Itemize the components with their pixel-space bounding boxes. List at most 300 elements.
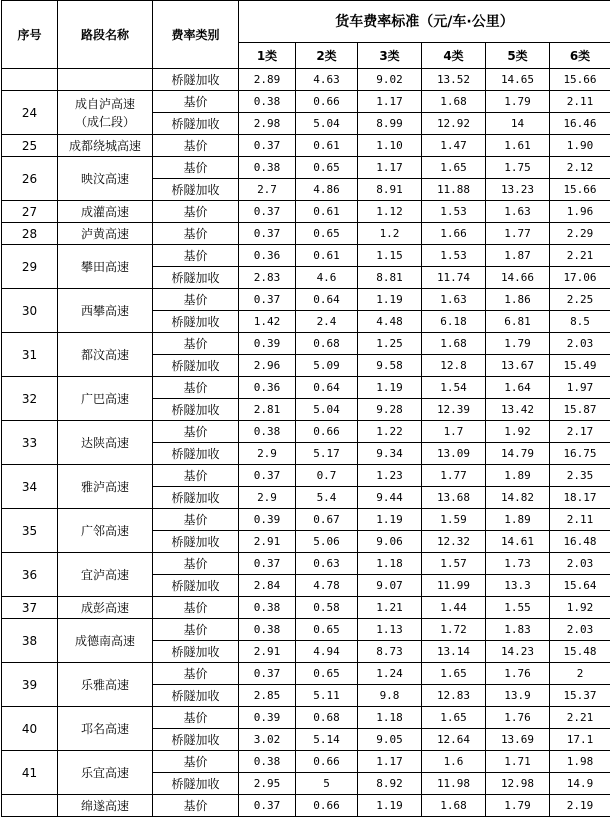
rate-cell-class-4: 13.14 — [422, 641, 486, 663]
rate-cell-class-5: 1.79 — [486, 91, 550, 113]
fee-type-cell: 基价 — [153, 707, 239, 729]
rate-cell-class-2: 4.78 — [296, 575, 358, 597]
rate-cell-class-1: 0.39 — [239, 707, 296, 729]
fee-type-cell: 基价 — [153, 751, 239, 773]
rate-cell-class-6: 2 — [550, 663, 610, 685]
rate-cell-class-6: 2.29 — [550, 223, 610, 245]
fee-type-cell: 基价 — [153, 465, 239, 487]
row-seq: 35 — [2, 509, 58, 553]
rate-cell-class-4: 1.54 — [422, 377, 486, 399]
rate-cell-class-6: 16.48 — [550, 531, 610, 553]
rate-cell-class-4: 6.18 — [422, 311, 486, 333]
table-row — [2, 751, 610, 773]
rate-cell-class-2: 5.04 — [296, 113, 358, 135]
rate-cell-class-1: 0.36 — [239, 377, 296, 399]
road-name-text: 雅泸高速 — [80, 479, 129, 494]
rate-cell-class-3: 1.19 — [358, 289, 422, 311]
rate-cell-class-4: 1.59 — [422, 509, 486, 531]
rate-cell-class-6: 2.03 — [550, 619, 610, 641]
road-name-text: 邛名高速 — [80, 721, 129, 736]
road-name-text: 成自泸高速 — [74, 96, 135, 111]
rate-cell-class-6: 15.37 — [550, 685, 610, 707]
row-road-name — [58, 795, 153, 817]
row-road-name — [58, 663, 153, 707]
table-row — [2, 597, 610, 619]
rate-cell-class-4: 1.65 — [422, 707, 486, 729]
rate-cell-class-6: 15.66 — [550, 69, 610, 91]
road-name-text: 乐宜高速 — [80, 765, 129, 780]
rate-cell-class-3: 9.44 — [358, 487, 422, 509]
rate-cell-class-5: 14.65 — [486, 69, 550, 91]
row-seq: 36 — [2, 553, 58, 597]
rate-cell-class-4: 13.68 — [422, 487, 486, 509]
road-name-text: 宜泸高速 — [80, 567, 129, 582]
rate-cell-class-2: 0.65 — [296, 619, 358, 641]
rate-cell-class-2: 5.14 — [296, 729, 358, 751]
row-road-name — [58, 509, 153, 553]
table-row — [2, 223, 610, 245]
fee-type-cell: 桥隧加收 — [153, 575, 239, 597]
fee-type-cell: 基价 — [153, 91, 239, 113]
fee-type-cell: 桥隧加收 — [153, 399, 239, 421]
rate-cell-class-2: 0.64 — [296, 289, 358, 311]
fee-type-cell: 桥隧加收 — [153, 113, 239, 135]
rate-cell-class-3: 9.05 — [358, 729, 422, 751]
rate-cell-class-5: 1.92 — [486, 421, 550, 443]
rate-cell-class-4: 1.77 — [422, 465, 486, 487]
rate-cell-class-5: 14.61 — [486, 531, 550, 553]
rate-cell-class-5: 14.66 — [486, 267, 550, 289]
row-seq: 30 — [2, 289, 58, 333]
fee-type-cell: 桥隧加收 — [153, 179, 239, 201]
rate-cell-class-4: 1.6 — [422, 751, 486, 773]
row-seq: 34 — [2, 465, 58, 509]
fee-type-cell: 基价 — [153, 663, 239, 685]
rate-cell-class-4: 1.63 — [422, 289, 486, 311]
row-seq — [2, 795, 58, 817]
rate-cell-class-3: 1.21 — [358, 597, 422, 619]
rate-cell-class-6: 16.46 — [550, 113, 610, 135]
freight-rate-table — [1, 0, 610, 817]
rate-cell-class-3: 9.07 — [358, 575, 422, 597]
table-row — [2, 619, 610, 641]
rate-cell-class-5: 14 — [486, 113, 550, 135]
rate-cell-class-6: 2.35 — [550, 465, 610, 487]
rate-cell-class-2: 0.67 — [296, 509, 358, 531]
rate-cell-class-4: 12.83 — [422, 685, 486, 707]
table-row — [2, 421, 610, 443]
fee-type-cell: 基价 — [153, 795, 239, 817]
rate-cell-class-6: 17.06 — [550, 267, 610, 289]
rate-cell-class-1: 2.7 — [239, 179, 296, 201]
row-road-name — [58, 553, 153, 597]
rate-cell-class-5: 1.76 — [486, 663, 550, 685]
row-seq: 26 — [2, 157, 58, 201]
rate-cell-class-6: 1.98 — [550, 751, 610, 773]
road-name-text: 映汶高速 — [80, 171, 129, 186]
rate-cell-class-3: 1.25 — [358, 333, 422, 355]
rate-cell-class-6: 2.17 — [550, 421, 610, 443]
fee-type-cell: 基价 — [153, 201, 239, 223]
row-seq: 41 — [2, 751, 58, 795]
rate-cell-class-6: 1.92 — [550, 597, 610, 619]
rate-cell-class-4: 1.65 — [422, 663, 486, 685]
rate-cell-class-6: 2.21 — [550, 707, 610, 729]
rate-cell-class-5: 13.67 — [486, 355, 550, 377]
rate-cell-class-4: 1.44 — [422, 597, 486, 619]
fee-type-cell: 基价 — [153, 597, 239, 619]
row-road-name — [58, 377, 153, 421]
rate-cell-class-1: 0.37 — [239, 663, 296, 685]
rate-cell-class-1: 0.38 — [239, 619, 296, 641]
row-road-name — [58, 289, 153, 333]
rate-cell-class-1: 2.9 — [239, 443, 296, 465]
rate-cell-class-3: 9.02 — [358, 69, 422, 91]
rate-cell-class-2: 5.11 — [296, 685, 358, 707]
rate-cell-class-5: 1.61 — [486, 135, 550, 157]
fee-type-cell: 基价 — [153, 245, 239, 267]
fee-type-cell: 桥隧加收 — [153, 311, 239, 333]
rate-cell-class-3: 9.8 — [358, 685, 422, 707]
rate-cell-class-6: 2.12 — [550, 157, 610, 179]
rate-cell-class-4: 1.68 — [422, 333, 486, 355]
table-row — [2, 333, 610, 355]
rate-cell-class-1: 0.38 — [239, 157, 296, 179]
road-name-text: 成德南高速 — [74, 633, 135, 648]
rate-cell-class-6: 2.19 — [550, 795, 610, 817]
row-seq: 37 — [2, 597, 58, 619]
rate-cell-class-4: 11.88 — [422, 179, 486, 201]
rate-cell-class-4: 1.68 — [422, 795, 486, 817]
rate-cell-class-5: 1.73 — [486, 553, 550, 575]
rate-cell-class-2: 0.66 — [296, 795, 358, 817]
fee-type-cell: 桥隧加收 — [153, 69, 239, 91]
rate-cell-class-4: 12.39 — [422, 399, 486, 421]
rate-cell-class-6: 14.9 — [550, 773, 610, 795]
rate-cell-class-2: 0.68 — [296, 333, 358, 355]
rate-cell-class-5: 14.82 — [486, 487, 550, 509]
rate-cell-class-3: 1.19 — [358, 795, 422, 817]
header-class-6: 6类 — [550, 43, 610, 69]
rate-cell-class-1: 2.96 — [239, 355, 296, 377]
row-seq: 38 — [2, 619, 58, 663]
rate-cell-class-5: 1.64 — [486, 377, 550, 399]
rate-cell-class-2: 5.4 — [296, 487, 358, 509]
rate-cell-class-4: 1.72 — [422, 619, 486, 641]
rate-cell-class-3: 1.19 — [358, 509, 422, 531]
table-row — [2, 201, 610, 223]
rate-cell-class-6: 1.90 — [550, 135, 610, 157]
rate-cell-class-4: 12.8 — [422, 355, 486, 377]
rate-cell-class-1: 2.81 — [239, 399, 296, 421]
rate-cell-class-2: 5.06 — [296, 531, 358, 553]
rate-cell-class-6: 8.5 — [550, 311, 610, 333]
rate-cell-class-4: 11.99 — [422, 575, 486, 597]
rate-cell-class-5: 1.63 — [486, 201, 550, 223]
fee-type-cell: 基价 — [153, 421, 239, 443]
row-road-name — [58, 333, 153, 377]
rate-cell-class-5: 13.23 — [486, 179, 550, 201]
fee-type-cell: 桥隧加收 — [153, 487, 239, 509]
road-name-text: 广邻高速 — [80, 523, 129, 538]
rate-cell-class-2: 0.65 — [296, 157, 358, 179]
rate-cell-class-5: 13.9 — [486, 685, 550, 707]
rate-cell-class-1: 2.91 — [239, 641, 296, 663]
rate-cell-class-6: 2.11 — [550, 509, 610, 531]
rate-cell-class-1: 1.42 — [239, 311, 296, 333]
fee-type-cell: 桥隧加收 — [153, 773, 239, 795]
rate-cell-class-4: 11.98 — [422, 773, 486, 795]
rate-cell-class-4: 13.52 — [422, 69, 486, 91]
rate-cell-class-5: 1.77 — [486, 223, 550, 245]
rate-cell-class-3: 9.28 — [358, 399, 422, 421]
rate-cell-class-1: 0.37 — [239, 465, 296, 487]
rate-cell-class-2: 0.66 — [296, 91, 358, 113]
rate-cell-class-2: 5 — [296, 773, 358, 795]
fee-type-cell: 基价 — [153, 289, 239, 311]
fee-type-cell: 基价 — [153, 135, 239, 157]
rate-cell-class-3: 8.92 — [358, 773, 422, 795]
rate-cell-class-4: 12.32 — [422, 531, 486, 553]
rate-cell-class-2: 0.68 — [296, 707, 358, 729]
rate-cell-class-2: 0.61 — [296, 135, 358, 157]
rate-cell-class-1: 2.9 — [239, 487, 296, 509]
fee-type-cell: 桥隧加收 — [153, 355, 239, 377]
road-name-text: 乐雅高速 — [80, 677, 129, 692]
rate-cell-class-3: 9.34 — [358, 443, 422, 465]
rate-cell-class-1: 2.98 — [239, 113, 296, 135]
rate-cell-class-5: 1.89 — [486, 509, 550, 531]
rate-cell-class-5: 1.87 — [486, 245, 550, 267]
rate-cell-class-5: 13.69 — [486, 729, 550, 751]
road-name-text: 达陕高速 — [80, 435, 129, 450]
rate-cell-class-1: 3.02 — [239, 729, 296, 751]
header-fee-type: 费率类别 — [153, 1, 239, 69]
rate-cell-class-2: 4.86 — [296, 179, 358, 201]
rate-cell-class-5: 1.76 — [486, 707, 550, 729]
rate-cell-class-5: 1.89 — [486, 465, 550, 487]
table-row — [2, 135, 610, 157]
rate-cell-class-3: 9.58 — [358, 355, 422, 377]
rate-cell-class-2: 4.94 — [296, 641, 358, 663]
rate-cell-class-1: 0.37 — [239, 135, 296, 157]
road-name-text: 绵遂高速 — [80, 798, 129, 813]
fee-type-cell: 基价 — [153, 157, 239, 179]
row-road-name — [58, 465, 153, 509]
row-seq: 31 — [2, 333, 58, 377]
rate-cell-class-2: 0.65 — [296, 223, 358, 245]
row-road-name — [58, 421, 153, 465]
rate-cell-class-3: 1.15 — [358, 245, 422, 267]
rate-cell-class-4: 11.74 — [422, 267, 486, 289]
rate-cell-class-3: 4.48 — [358, 311, 422, 333]
fee-type-cell: 基价 — [153, 377, 239, 399]
rate-cell-class-3: 1.22 — [358, 421, 422, 443]
rate-cell-class-2: 0.66 — [296, 421, 358, 443]
rate-cell-class-6: 18.17 — [550, 487, 610, 509]
rate-cell-class-2: 0.61 — [296, 201, 358, 223]
header-title: 货车费率标准（元/车·公里） — [239, 1, 610, 43]
rate-cell-class-5: 14.23 — [486, 641, 550, 663]
rate-cell-class-1: 2.84 — [239, 575, 296, 597]
rate-cell-class-4: 12.64 — [422, 729, 486, 751]
table-body — [2, 69, 610, 817]
row-road-name — [58, 751, 153, 795]
fee-type-cell: 桥隧加收 — [153, 531, 239, 553]
rate-cell-class-5: 1.55 — [486, 597, 550, 619]
rate-cell-class-5: 1.86 — [486, 289, 550, 311]
rate-cell-class-6: 15.66 — [550, 179, 610, 201]
rate-cell-class-6: 16.75 — [550, 443, 610, 465]
rate-cell-class-2: 5.09 — [296, 355, 358, 377]
rate-cell-class-3: 1.17 — [358, 751, 422, 773]
fee-type-cell: 基价 — [153, 553, 239, 575]
row-seq: 24 — [2, 91, 58, 135]
table-row — [2, 795, 610, 817]
rate-cell-class-3: 1.10 — [358, 135, 422, 157]
rate-cell-class-3: 1.17 — [358, 91, 422, 113]
fee-type-cell: 桥隧加收 — [153, 729, 239, 751]
road-name-text: 西攀高速 — [80, 303, 129, 318]
table-row — [2, 91, 610, 113]
rate-cell-class-2: 0.66 — [296, 751, 358, 773]
road-name-text: 广巴高速 — [80, 391, 129, 406]
rate-cell-class-3: 1.24 — [358, 663, 422, 685]
rate-cell-class-1: 0.37 — [239, 795, 296, 817]
rate-cell-class-3: 8.81 — [358, 267, 422, 289]
table-row — [2, 69, 610, 91]
rate-cell-class-1: 0.37 — [239, 289, 296, 311]
header-class-3: 3类 — [358, 43, 422, 69]
rate-cell-class-1: 0.37 — [239, 223, 296, 245]
row-seq: 32 — [2, 377, 58, 421]
rate-cell-class-6: 15.49 — [550, 355, 610, 377]
rate-cell-class-6: 1.96 — [550, 201, 610, 223]
rate-cell-class-4: 1.53 — [422, 245, 486, 267]
rate-cell-class-6: 15.87 — [550, 399, 610, 421]
rate-cell-class-3: 1.18 — [358, 553, 422, 575]
row-road-name — [58, 245, 153, 289]
rate-cell-class-3: 8.91 — [358, 179, 422, 201]
rate-cell-class-4: 1.7 — [422, 421, 486, 443]
road-name-text: 成灌高速 — [80, 204, 129, 219]
rate-cell-class-3: 1.12 — [358, 201, 422, 223]
road-name-text: 攀田高速 — [80, 259, 129, 274]
road-name-text: 成彭高速 — [80, 600, 129, 615]
table-row — [2, 377, 610, 399]
rate-cell-class-1: 0.38 — [239, 91, 296, 113]
rate-cell-class-2: 0.64 — [296, 377, 358, 399]
fee-type-cell: 基价 — [153, 509, 239, 531]
row-seq: 29 — [2, 245, 58, 289]
rate-cell-class-1: 2.89 — [239, 69, 296, 91]
fee-type-cell: 基价 — [153, 333, 239, 355]
header-seq: 序号 — [2, 1, 58, 69]
fee-type-cell: 桥隧加收 — [153, 641, 239, 663]
row-seq — [2, 69, 58, 91]
road-name-subtext: （成仁段） — [74, 114, 135, 129]
rate-cell-class-5: 14.79 — [486, 443, 550, 465]
row-road-name — [58, 201, 153, 223]
road-name-text: 成都绕城高速 — [68, 138, 141, 153]
row-road-name — [58, 91, 153, 135]
rate-cell-class-1: 2.83 — [239, 267, 296, 289]
table-row — [2, 707, 610, 729]
rate-cell-class-6: 2.11 — [550, 91, 610, 113]
rate-cell-class-4: 1.66 — [422, 223, 486, 245]
header-class-2: 2类 — [296, 43, 358, 69]
table-row — [2, 245, 610, 267]
row-seq: 27 — [2, 201, 58, 223]
rate-cell-class-3: 8.73 — [358, 641, 422, 663]
row-road-name — [58, 223, 153, 245]
rate-cell-class-2: 4.6 — [296, 267, 358, 289]
rate-cell-class-3: 9.06 — [358, 531, 422, 553]
rate-cell-class-1: 2.91 — [239, 531, 296, 553]
table-row — [2, 157, 610, 179]
table-row — [2, 663, 610, 685]
header-road-name: 路段名称 — [58, 1, 153, 69]
rate-cell-class-2: 5.17 — [296, 443, 358, 465]
rate-cell-class-2: 5.04 — [296, 399, 358, 421]
rate-cell-class-1: 0.38 — [239, 751, 296, 773]
rate-cell-class-3: 8.99 — [358, 113, 422, 135]
table-row — [2, 289, 610, 311]
row-seq: 40 — [2, 707, 58, 751]
rate-cell-class-2: 0.58 — [296, 597, 358, 619]
road-name-text: 都汶高速 — [80, 347, 129, 362]
fee-type-cell: 桥隧加收 — [153, 267, 239, 289]
rate-cell-class-5: 1.71 — [486, 751, 550, 773]
rate-cell-class-5: 6.81 — [486, 311, 550, 333]
row-road-name — [58, 69, 153, 91]
rate-cell-class-1: 0.38 — [239, 421, 296, 443]
rate-cell-class-6: 2.21 — [550, 245, 610, 267]
rate-cell-class-2: 2.4 — [296, 311, 358, 333]
rate-cell-class-6: 2.25 — [550, 289, 610, 311]
rate-cell-class-3: 1.23 — [358, 465, 422, 487]
rate-cell-class-2: 4.63 — [296, 69, 358, 91]
rate-cell-class-1: 2.95 — [239, 773, 296, 795]
rate-cell-class-4: 1.47 — [422, 135, 486, 157]
rate-cell-class-4: 13.09 — [422, 443, 486, 465]
row-road-name — [58, 157, 153, 201]
rate-cell-class-6: 2.03 — [550, 333, 610, 355]
rate-cell-class-1: 0.37 — [239, 553, 296, 575]
header-class-1: 1类 — [239, 43, 296, 69]
rate-cell-class-3: 1.13 — [358, 619, 422, 641]
row-road-name — [58, 619, 153, 663]
rate-cell-class-3: 1.17 — [358, 157, 422, 179]
rate-cell-class-3: 1.18 — [358, 707, 422, 729]
rate-cell-class-4: 1.65 — [422, 157, 486, 179]
row-road-name — [58, 707, 153, 751]
rate-cell-class-2: 0.63 — [296, 553, 358, 575]
header-class-5: 5类 — [486, 43, 550, 69]
road-name-text: 泸黄高速 — [80, 226, 129, 241]
row-seq: 25 — [2, 135, 58, 157]
row-seq: 28 — [2, 223, 58, 245]
rate-cell-class-5: 13.42 — [486, 399, 550, 421]
table-row — [2, 509, 610, 531]
rate-cell-class-4: 1.53 — [422, 201, 486, 223]
rate-cell-class-2: 0.7 — [296, 465, 358, 487]
rate-cell-class-5: 13.3 — [486, 575, 550, 597]
rate-cell-class-2: 0.65 — [296, 663, 358, 685]
rate-cell-class-6: 1.97 — [550, 377, 610, 399]
rate-cell-class-5: 1.79 — [486, 333, 550, 355]
rate-cell-class-3: 1.2 — [358, 223, 422, 245]
